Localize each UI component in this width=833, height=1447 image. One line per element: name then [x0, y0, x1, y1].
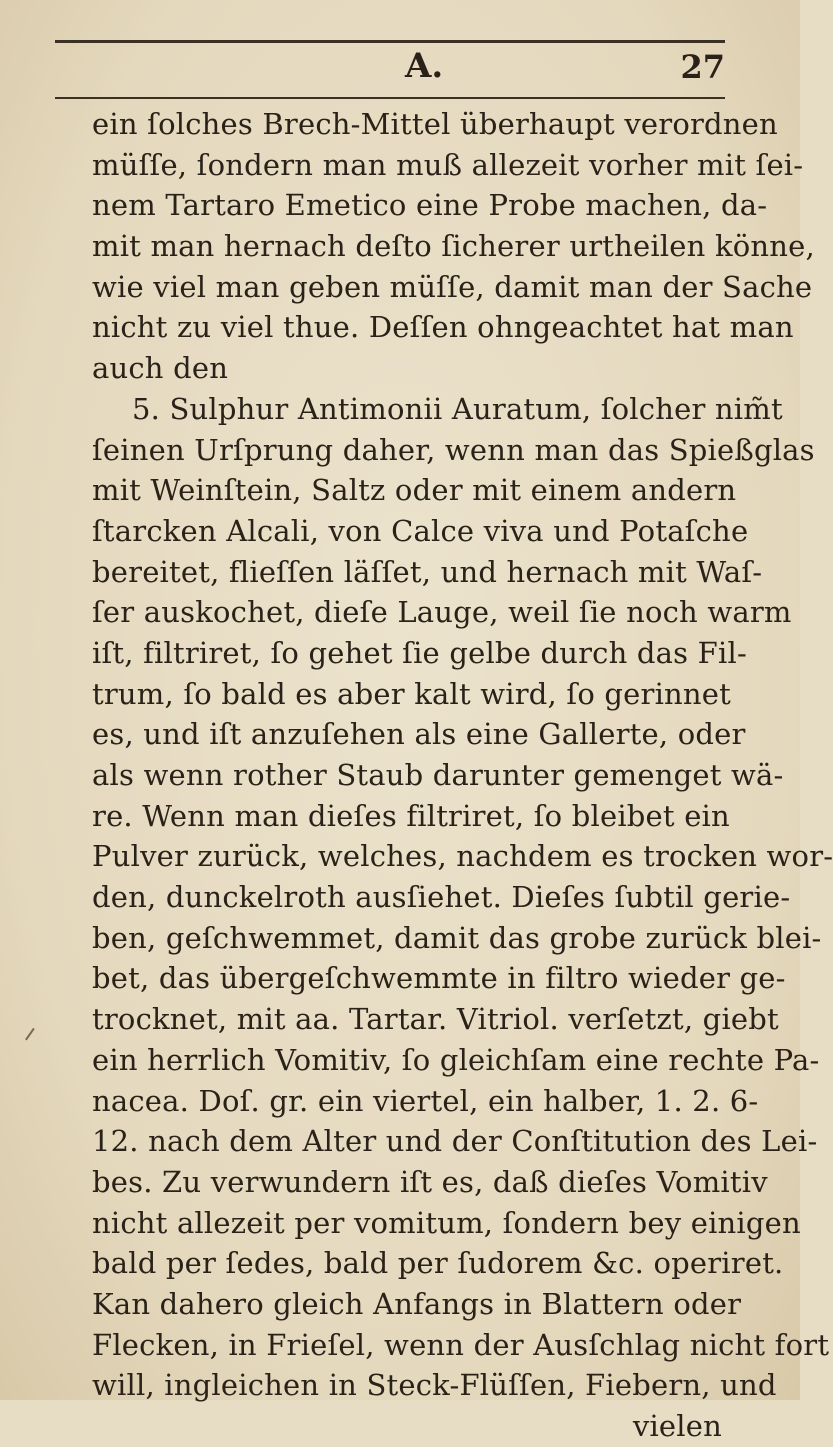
- text-line: bet, das übergeſchwemmte in filtro wieder ge-: [92, 961, 786, 996]
- text-line: trocknet, mit aa. Tartar. Vitriol. verſetzt, giebt: [92, 1002, 779, 1037]
- text-line: ſtarcken Alcali, von Calce viva und Potaſche: [92, 513, 749, 548]
- text-line: nem Tartaro Emetico eine Probe machen, da-: [92, 188, 768, 223]
- text-line: re. Wenn man dieſes filtriret, ſo bleibet ein: [92, 798, 730, 833]
- text-line: wie viel man geben müſſe, damit man der Sache: [92, 269, 813, 304]
- text-line: als wenn rother Staub darunter gemenget wä-: [92, 758, 784, 792]
- header-rule-top: [55, 40, 725, 43]
- text-line: mit man hernach deſto ſicherer urtheilen könne,: [92, 229, 815, 264]
- text-line: ſer auskochet, dieſe Lauge, weil ſie noch warm: [92, 595, 792, 630]
- text-line: nicht allezeit per vomitum, ſondern bey einigen: [92, 1205, 801, 1240]
- text-line: ein herrlich Vomitiv, ſo gleichſam eine rechte Pa-: [92, 1042, 820, 1077]
- text-line: Pulver zurück, welches, nachdem es trocken wor-: [92, 839, 833, 874]
- section-heading-line: 5. Sulphur Antimonii Auratum, ſolcher nim̃t: [132, 391, 783, 426]
- text-line: bald per ſedes, bald per ſudorem &c. operiret.: [92, 1246, 784, 1281]
- text-line: bereitet, flieſſen läſſet, und hernach mit Waſ-: [92, 554, 763, 589]
- text-line: müſſe, ſondern man muß allezeit vorher mit ſei-: [92, 147, 804, 182]
- text-line: 12. nach dem Alter und der Conſtitution des Lei-: [92, 1124, 818, 1159]
- text-line: will, ingleichen in Steck-Flüſſen, Fiebern, und: [92, 1368, 777, 1403]
- signature-mark: A.: [405, 46, 444, 86]
- page-number: 27: [680, 48, 725, 86]
- text-line: trum, ſo bald es aber kalt wird, ſo gerinnet: [92, 676, 732, 711]
- text-line: Flecken, in Frieſel, wenn der Ausſchlag nicht fort: [92, 1327, 830, 1362]
- text-line: bes. Zu verwundern iſt es, daß dieſes Vomitiv: [92, 1164, 768, 1199]
- text-line: ein ſolches Brech-Mittel überhaupt verordnen: [92, 107, 778, 141]
- text-line: ſeinen Urſprung daher, wenn man das Spießglas: [92, 432, 815, 467]
- text-line: Kan dahero gleich Anfangs in Blattern oder: [92, 1286, 742, 1321]
- text-line: nacea. Doſ. gr. ein viertel, ein halber, 1. 2. 6-: [92, 1083, 759, 1118]
- catchword: vielen: [632, 1409, 722, 1443]
- text-line: iſt, filtriret, ſo gehet ſie gelbe durch das Fil-: [92, 635, 747, 670]
- text-line: nicht zu viel thue. Deſſen ohngeachtet hat man: [92, 310, 794, 345]
- text-line: mit Weinſtein, Saltz oder mit einem andern: [92, 473, 737, 508]
- body-text: [92, 104, 833, 1447]
- text-line: es, und iſt anzuſehen als eine Gallerte, oder: [92, 717, 746, 752]
- running-head: [55, 46, 725, 92]
- text-line: auch den: [92, 351, 229, 386]
- text-line: den, dunckelroth ausſiehet. Dieſes ſubtil gerie-: [92, 880, 791, 915]
- text-line: ben, geſchwemmet, damit das grobe zurück blei-: [92, 920, 822, 955]
- header-rule-bottom: [55, 97, 725, 99]
- margin-ink-mark: [25, 1028, 43, 1046]
